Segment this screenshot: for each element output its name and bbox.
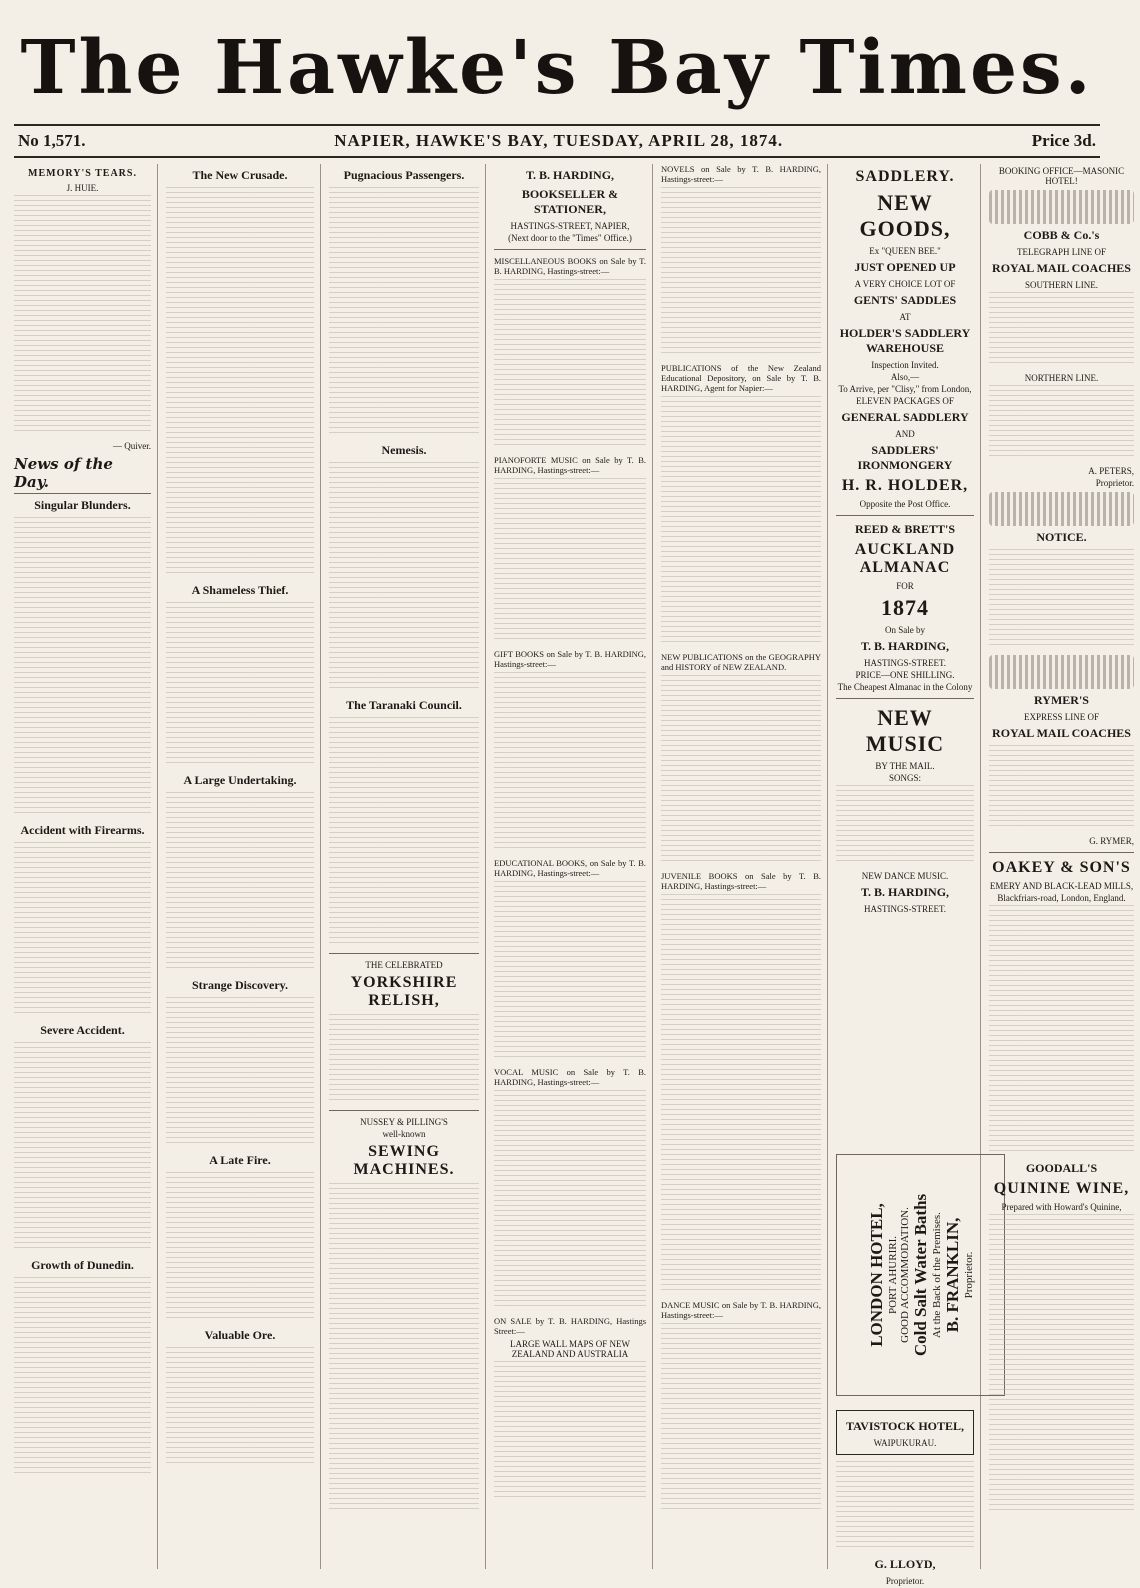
article-placeholder [14,517,151,817]
to-arrive: To Arrive, per "Clisy," from London, [838,384,972,394]
oakey-sub: EMERY AND BLACK-LEAD MILLS, [989,881,1134,891]
ex-ship: Ex "QUEEN BEE." [869,246,941,256]
price: Price 3d. [1031,131,1096,150]
article-placeholder [14,1042,151,1252]
eleven-packages: ELEVEN PACKAGES OF [856,396,954,406]
section-news-of-the-day: News of the Day. [14,455,151,494]
educational-books-heading: EDUCATIONAL BOOKS, on Sale by T. B. HARDING, Hastings-street:— [494,858,646,878]
poem-lines-placeholder [14,195,151,435]
column-3 [329,164,486,1569]
coach-icon [989,492,1134,526]
list-placeholder [661,396,821,646]
heading-strange-discovery: Strange Discovery. [192,978,288,992]
almanac-publisher: REED & BRETT'S [854,522,956,536]
dance-music-heading: DANCE MUSIC on Sale by T. B. HARDING, Hastings-street:— [661,1300,821,1320]
article-placeholder [166,187,314,577]
divider [329,1110,479,1111]
salt-water-baths: Cold Salt Water Baths [910,1193,930,1357]
lloyd-role: Proprietor. [885,1576,925,1586]
divider [494,249,646,250]
tavistock-box [836,1410,974,1455]
cobb-heading: COBB & Co.'s [1023,228,1100,242]
holder-warehouse: HOLDER'S SADDLERY WAREHOUSE [839,326,971,355]
almanac-for: FOR [896,581,914,591]
and-label: AND [895,429,915,439]
heading-shameless-thief: A Shameless Thief. [191,583,289,597]
list-placeholder [494,478,646,643]
ad-placeholder [836,1461,974,1551]
timetable-placeholder [989,292,1134,367]
london-hotel-ad [836,1154,1005,1396]
geography-heading: NEW PUBLICATIONS on the GEOGRAPHY and HISTORY of NEW ZEALAND. [661,652,821,672]
poem-signoff: — Quiver. [113,441,151,451]
divider [329,953,479,954]
product-list-placeholder [989,905,1134,1155]
column-7 [989,164,1140,1569]
notice-heading: NOTICE. [1036,530,1087,544]
heading-singular-blunders: Singular Blunders. [34,498,131,512]
list-placeholder [661,1323,821,1513]
rymer-signature: G. RYMER, [1089,836,1134,846]
heading-new-crusade: The New Crusade. [192,168,288,182]
heading-accident-firearms: Accident with Firearms. [20,823,145,837]
new-music-mail: BY THE MAIL. [875,761,935,771]
almanac-cheapest: The Cheapest Almanac in the Colony [837,682,973,692]
franklin-role: Proprietor. [962,1251,975,1299]
coach-icon [989,655,1134,689]
poem-author: J. HUIE. [66,183,99,193]
music-street: HASTINGS-STREET. [863,904,947,914]
almanac-title: AUCKLAND ALMANAC [854,541,956,576]
list-placeholder [494,1361,646,1501]
almanac-year: 1874 [881,595,929,620]
article-placeholder [166,602,314,767]
coach-icon [989,190,1134,224]
almanac-price: PRICE—ONE SHILLING. [855,670,955,680]
royal-mail-heading: ROYAL MAIL COACHES [992,261,1131,275]
peters-name: A. PETERS, [1088,466,1134,476]
rymer-express: EXPRESS LINE OF [1023,712,1099,722]
rymer-heading: RYMER'S [1034,693,1089,707]
harding-name: T. B. HARDING, [525,168,615,182]
goodall-heading: GOODALL'S [1025,1161,1098,1175]
column-2 [166,164,321,1569]
article-placeholder [166,1172,314,1322]
divider [989,852,1134,853]
heading-large-undertaking: A Large Undertaking. [183,773,297,787]
column-5 [661,164,828,1569]
quinine-sub: Prepared with Howard's Quinine, [1001,1202,1122,1212]
article-placeholder [14,842,151,1017]
heading-late-fire: A Late Fire. [209,1153,271,1167]
newspaper-title: The Hawke's Bay Times. [20,25,1094,111]
new-music-songs: SONGS: [888,773,921,783]
list-placeholder [494,279,646,449]
juvenile-books-heading: JUVENILE BOOKS on Sale by T. B. HARDING, Hastings-street:— [661,871,821,891]
gift-books-heading: GIFT BOOKS on Sale by T. B. HARDING, Hastings-street:— [494,649,646,669]
column-1 [14,164,158,1569]
choice-lot: A VERY CHOICE LOT OF [854,279,956,289]
heading-pugnacious-passengers: Pugnacious Passengers. [343,168,465,182]
issue-number: No 1,571. [18,131,86,150]
list-placeholder [661,187,821,357]
london-hotel-rotated-text [867,1157,975,1393]
misc-books-heading: MISCELLANEOUS BOOKS on Sale by T. B. HARDING, Hastings-street:— [494,256,646,276]
oakey-address: Blackfriars-road, London, England. [997,893,1126,903]
inspection: Inspection Invited. [871,360,939,370]
southern-line: SOUTHERN LINE. [1025,280,1098,290]
peters-role: Proprietor. [1095,478,1134,488]
article-placeholder [329,717,479,947]
heading-valuable-ore: Valuable Ore. [204,1328,276,1342]
list-placeholder [494,881,646,1061]
columns [14,164,1134,1586]
heading-growth-dunedin: Growth of Dunedin. [31,1258,134,1272]
article-placeholder [166,1347,314,1467]
london-hotel-name: LONDON HOTEL, [866,1203,886,1347]
tavistock-hotel-ad [836,1404,974,1588]
column-4 [494,164,653,1569]
timetable-placeholder [989,745,1134,830]
franklin-name: B. FRANKLIN, [942,1217,962,1333]
article-placeholder [329,462,479,692]
heading-nemesis: Nemesis. [381,443,427,457]
oakey-heading: OAKEY & SON'S [992,859,1131,876]
almanac-street: HASTINGS-STREET. [863,658,947,668]
wall-maps: LARGE WALL MAPS OF NEW ZEALAND AND AUSTRALIA [509,1339,630,1359]
music-seller: T. B. HARDING, [860,885,950,899]
saddlers-ironmongery: SADDLERS' IRONMONGERY [857,443,953,472]
heading-severe-accident: Severe Accident. [40,1023,125,1037]
harding-trade: BOOKSELLER & STATIONER, [521,187,619,216]
new-music-title: NEW MUSIC [865,705,945,756]
article-placeholder [329,187,479,437]
general-saddlery: GENERAL SADDLERY [841,410,969,424]
ad-placeholder [329,1014,479,1104]
list-placeholder [661,894,821,1294]
divider [836,698,974,699]
notice-placeholder [989,549,1134,649]
gents-saddles: GENTS' SADDLES [853,293,957,307]
place-date: NAPIER, HAWKE'S BAY, TUESDAY, APRIL 28, 1874. [334,131,784,150]
list-placeholder [494,672,646,852]
ad-placeholder [329,1183,479,1513]
rymer-royal-mail: ROYAL MAIL COACHES [992,726,1131,740]
harding-street: HASTINGS-STREET, NAPIER, [510,221,630,231]
dateline [14,126,1100,158]
novels-heading: NOVELS on Sale by T. B. HARDING, Hastings-street:— [661,164,821,184]
heading-taranaki-council: The Taranaki Council. [346,698,462,712]
sewing-title: SEWING MACHINES. [353,1143,455,1178]
poem-title: MEMORY'S TEARS. [28,168,137,179]
also: Also,— [890,372,920,382]
tavistock-place: WAIPUKURAU. [873,1438,937,1448]
quinine-text-placeholder [989,1214,1134,1514]
pianoforte-heading: PIANOFORTE MUSIC on Sale by T. B. HARDING, Hastings-street:— [494,455,646,475]
good-accommodation: GOOD ACCOMMODATION. [898,1207,911,1343]
list-placeholder [661,675,821,865]
tavistock-name: TAVISTOCK HOTEL, [845,1419,965,1433]
just-opened: JUST OPENED UP [854,260,956,274]
london-hotel-sub: PORT AHURIRI. [886,1236,899,1314]
article-placeholder [14,1277,151,1477]
almanac-sale: On Sale by [885,625,925,635]
list-placeholder [494,1090,646,1310]
column-6 [836,164,981,1586]
northern-line: NORTHERN LINE. [1024,373,1099,383]
new-goods-heading: NEW GOODS, [859,190,951,241]
holder-name: H. R. HOLDER, [841,477,969,494]
vocal-music-heading: VOCAL MUSIC on Sale by T. B. HARDING, Hastings-street:— [494,1067,646,1087]
relish-title: YORKSHIRE RELISH, [350,974,458,1009]
baths-location: At the Back of the Premises. [930,1212,943,1338]
quinine-wine-heading: QUININE WINE, [993,1180,1130,1197]
relish-pre: THE CELEBRATED [365,960,443,970]
article-placeholder [166,792,314,972]
article-placeholder [166,997,314,1147]
new-dance-music: NEW DANCE MUSIC. [861,871,949,881]
at-label: AT [899,312,911,322]
saddlery-heading: SADDLERY. [855,168,955,185]
harding-note: (Next door to the "Times" Office.) [508,233,632,243]
holder-opposite: Opposite the Post Office. [859,499,951,509]
sewing-sub: well-known [382,1129,426,1139]
publications-heading: PUBLICATIONS of the New Zealand Educational Depository, on Sale by T. B. HARDING, Agent for Napier:— [661,363,821,393]
on-sale-heading: ON SALE by T. B. HARDING, Hastings Street:— [494,1316,646,1336]
booking-office: BOOKING OFFICE—MASONIC HOTEL! [998,166,1125,186]
song-list-placeholder [836,785,974,865]
almanac-seller: T. B. HARDING, [860,639,950,653]
timetable-placeholder [989,385,1134,460]
telegraph-line: TELEGRAPH LINE OF [1017,247,1106,257]
masthead [14,12,1100,126]
divider [836,515,974,516]
sewing-pre: NUSSEY & PILLING'S [360,1117,448,1127]
lloyd-name: G. LLOYD, [874,1557,936,1571]
